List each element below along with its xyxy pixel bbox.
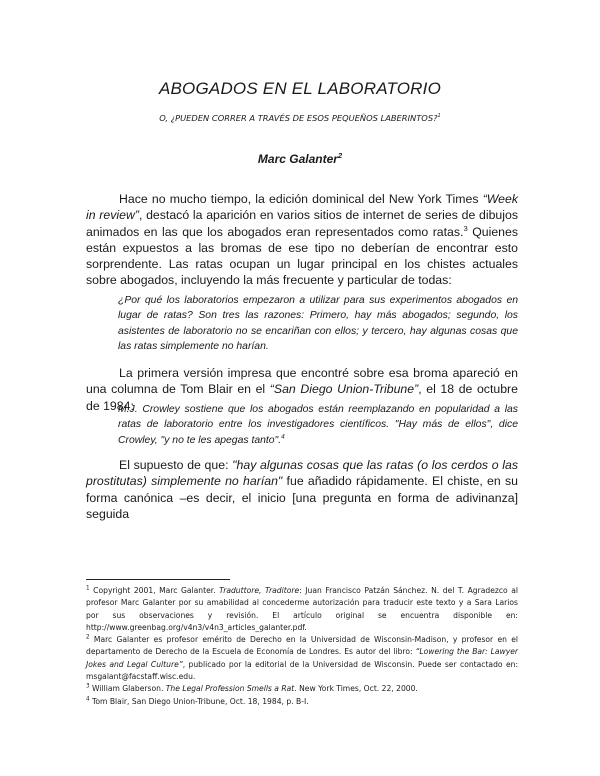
subtitle-text: O, ¿PUEDEN CORRER A TRAVÉS DE ESOS PEQUEÑOS LABERINTOS? bbox=[159, 113, 438, 123]
paragraph-1-emphasis: “Week in review” bbox=[86, 192, 518, 223]
block-quote-2 bbox=[118, 402, 518, 448]
footnote-2 bbox=[86, 634, 518, 683]
author-name bbox=[0, 152, 600, 166]
footnote-4 bbox=[86, 696, 518, 708]
document-title bbox=[0, 79, 600, 99]
footnote-ref-2[interactable]: 2 bbox=[337, 151, 343, 160]
footnote-ref-3[interactable]: 3 bbox=[463, 223, 468, 233]
footnote-1-text-b: : Juan Francisco Patzán Sánchez. N. del T. Agradezco al profesor Marc Galanter por su amabilidad al concederme autorización para traducir este texto y a Sara Larios por sus observaciones y revisión. El artículo original se encuentra disponible en: http://www.greenbag.org/v4n3/v4n3_articles_galanter.pdf. bbox=[86, 586, 518, 632]
paragraph-3-emphasis: "hay algunas cosas que las ratas (o los cerdos o las prostitutas) simplemente no harían" bbox=[86, 458, 518, 489]
footnote-3-text-b: . New York Times, Oct. 22, 2000. bbox=[294, 684, 418, 694]
footnote-1-number: 1 bbox=[86, 585, 90, 592]
title-text: ABOGADOS EN EL LABORATORIO bbox=[158, 79, 441, 98]
footnote-3-number: 3 bbox=[86, 683, 90, 690]
footnotes bbox=[86, 585, 518, 708]
footnote-4-number: 4 bbox=[86, 696, 90, 703]
footnote-ref-4[interactable]: 4 bbox=[281, 433, 285, 441]
footnote-2-number: 2 bbox=[86, 634, 90, 641]
paragraph-3 bbox=[86, 457, 518, 522]
footnote-4-text-a: Tom Blair, San Diego Union-Tribune, Oct. 18, 1984, p. B-I. bbox=[89, 696, 309, 706]
paragraph-2-text-b: , el 18 de octubre de 1984: bbox=[86, 382, 518, 413]
footnote-ref-1[interactable]: 1 bbox=[437, 113, 441, 120]
block-quote-1-text: ¿Por qué los laboratorios empezaron a utilizar para sus experimentos abogados en lugar de ratas? Son tres las razones: Primero, hay más abogados; segundo, los asistentes de laboratorio no se encariñan con ellos; y tercero, hay algunas cosas que las ratas simplemente no harían. bbox=[118, 295, 518, 352]
paragraph-1-text-a: Hace no mucho tiempo, la edición dominical del New York Times bbox=[119, 192, 483, 206]
block-quote-2-text: M.J. Crowley sostiene que los abogados están reemplazando en popularidad a las ratas de laboratorio entre los investigadores científicos. "Hay más de ellos", dice Crowley, "y no te les apegas tanto". bbox=[118, 404, 518, 446]
paragraph-1-text-c: Quienes están expuestos a las bromas de ese tipo no deberían de encontrar esto sorprendente. Las ratas ocupan un lugar principal en los chistes actuales sobre abogados, incluyendo la más frecuente y particular de todas: bbox=[86, 224, 518, 288]
footnote-1-emphasis: Traduttore, Traditore bbox=[219, 586, 300, 595]
footnote-3-text-a: William Glaberson. bbox=[89, 684, 166, 694]
footnote-2-text-b: , publicado por la editorial de la Universidad de Wisconsin. Puede ser contactado en: msgalant@facstaff.wisc.edu. bbox=[86, 659, 519, 682]
footnote-divider bbox=[86, 579, 230, 580]
footnote-1 bbox=[86, 585, 518, 634]
footnote-3-emphasis: The Legal Profession Smells a Rat bbox=[165, 684, 295, 694]
paragraph-3-text-a: El supuesto de que: bbox=[119, 458, 233, 472]
footnote-2-text-a: Marc Galanter es profesor emérito de Derecho en la Universidad de Wisconsin-Madison, y profesor en el departamento de Derecho de la Escuela de Economía de Londres. Es autor del libro: bbox=[86, 635, 518, 657]
paragraph-1 bbox=[86, 191, 518, 289]
footnote-1-text-a: Copyright 2001, Marc Galanter. bbox=[89, 586, 220, 595]
document-subtitle bbox=[0, 113, 600, 123]
paragraph-3-text-b: fue añadido rápidamente. El chiste, en su forma canónica –es decir, el inicio [una pregunta en forma de adivinanza] seguida bbox=[86, 474, 518, 521]
paragraph-2-text-a: La primera versión impresa que encontré sobre esa broma apareció en una columna de Tom Blair en el bbox=[86, 366, 518, 397]
author-text: Marc Galanter bbox=[257, 152, 338, 166]
paragraph-1-text-b: , destacó la aparición en varios sitios de internet de series de dibujos animados en las que los abogados eran representados como ratas. bbox=[86, 208, 518, 239]
footnote-3 bbox=[86, 683, 518, 695]
block-quote-1 bbox=[118, 293, 518, 354]
paragraph-2-emphasis: “San Diego Union-Tribune” bbox=[269, 382, 419, 397]
footnote-2-emphasis: “Lowering the Bar: Lawyer Jokes and Legal Culture” bbox=[86, 647, 518, 669]
